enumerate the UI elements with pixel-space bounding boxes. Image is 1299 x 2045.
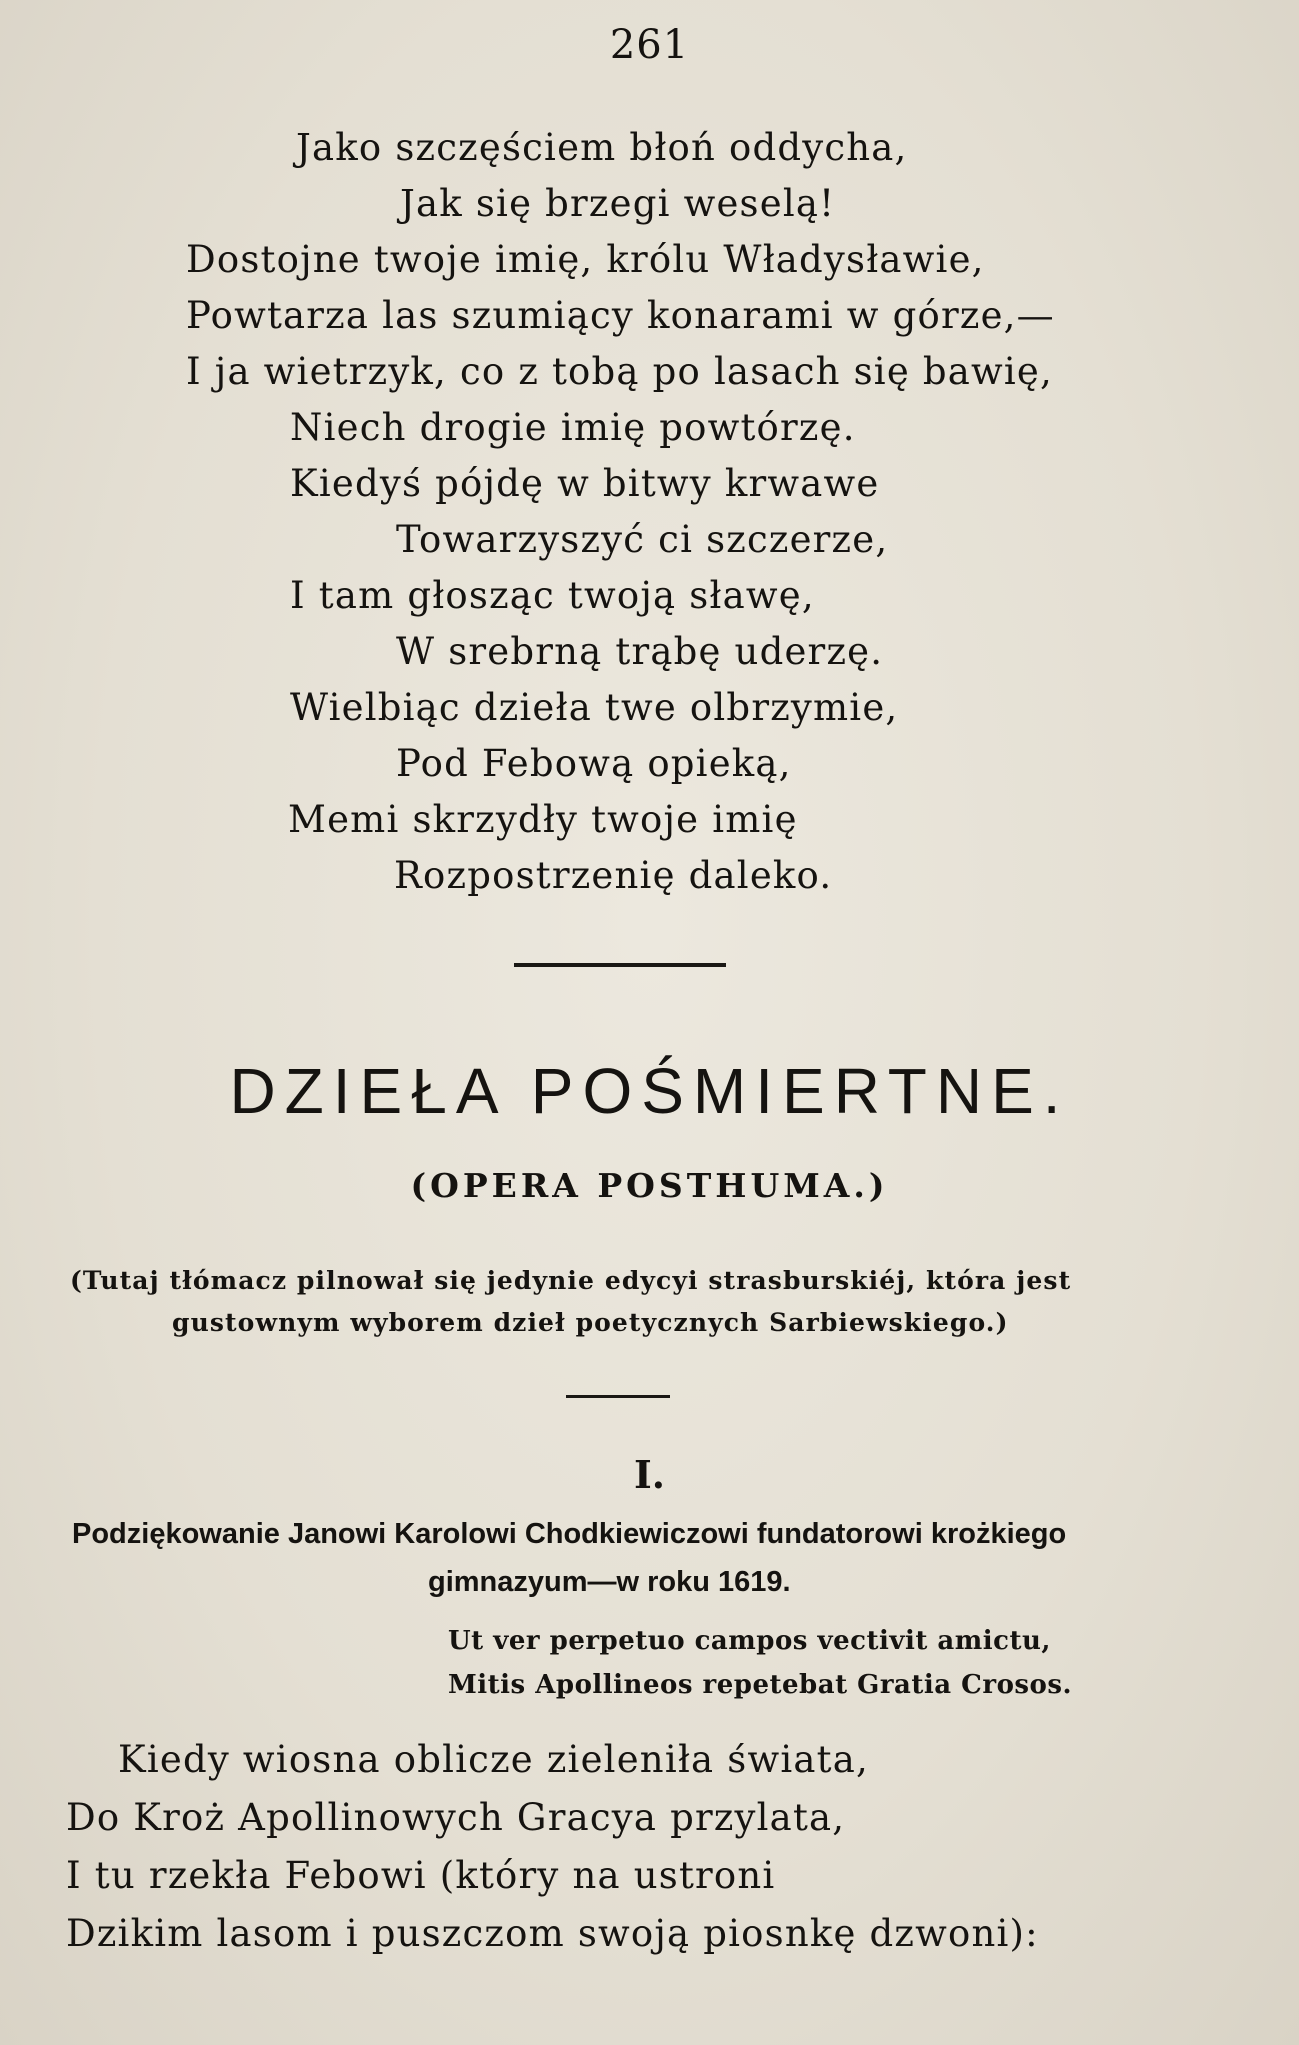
poem-title-line: Podziękowanie Janowi Karolowi Chodkiewiczowi fundatorowi krożkiego xyxy=(72,1518,1067,1550)
poem-line: W srebrną trąbę uderzę. xyxy=(396,630,884,673)
motto-line: Ut ver perpetuo campos vectivit amictu, xyxy=(448,1626,1051,1656)
translator-note-line: gustownym wyborem dzieł poetycznych Sarbiewskiego.) xyxy=(172,1308,1009,1337)
poem-line: Kiedyś pójdę w bitwy krwawe xyxy=(290,462,880,505)
poem-line: Rozpostrzenię daleko. xyxy=(394,854,833,897)
translator-note-line: (Tutaj tłómacz pilnował się jedynie edycyi strasburskiéj, która jest xyxy=(70,1266,1072,1295)
poem-line: Do Kroż Apollinowych Gracya przylata, xyxy=(66,1796,846,1839)
poem-line: Dzikim lasom i puszczom swoją piosnkę dzwoni): xyxy=(66,1912,1039,1955)
poem-line: I ja wietrzyk, co z tobą po lasach się bawię, xyxy=(186,350,1053,393)
poem-line: Powtarza las szumiący konarami w górze,— xyxy=(186,294,1055,337)
poem-line: Niech drogie imię powtórzę. xyxy=(290,406,856,449)
poem-title-line: gimnazyum—w roku 1619. xyxy=(428,1566,791,1598)
page-number: 261 xyxy=(609,22,690,68)
poem-line: Jako szczęściem błoń oddycha, xyxy=(296,126,908,169)
poem-line: Kiedy wiosna oblicze zieleniła świata, xyxy=(118,1738,869,1781)
poem-line: Jak się brzegi weselą! xyxy=(400,182,836,225)
section-subtitle: (OPERA POSTHUMA.) xyxy=(410,1166,889,1205)
poem-line: I tam głosząc twoją sławę, xyxy=(290,574,815,617)
poem-line: Dostojne twoje imię, królu Władysławie, xyxy=(186,238,985,281)
section-title: DZIEŁA POŚMIERTNE. xyxy=(229,1055,1070,1127)
poem-line: Memi skrzydły twoje imię xyxy=(288,798,798,841)
poem-line: Wielbiąc dzieła twe olbrzymie, xyxy=(290,686,899,729)
section-divider xyxy=(514,963,726,967)
poem-number: I. xyxy=(633,1452,665,1497)
motto-line: Mitis Apollineos repetebat Gratia Crosos. xyxy=(448,1670,1073,1700)
poem-line: Towarzyszyć ci szczerze, xyxy=(396,518,889,561)
poem-line: Pod Febową opieką, xyxy=(396,742,792,785)
short-divider xyxy=(566,1395,670,1398)
poem-line: I tu rzekła Febowi (który na ustroni xyxy=(66,1854,776,1897)
